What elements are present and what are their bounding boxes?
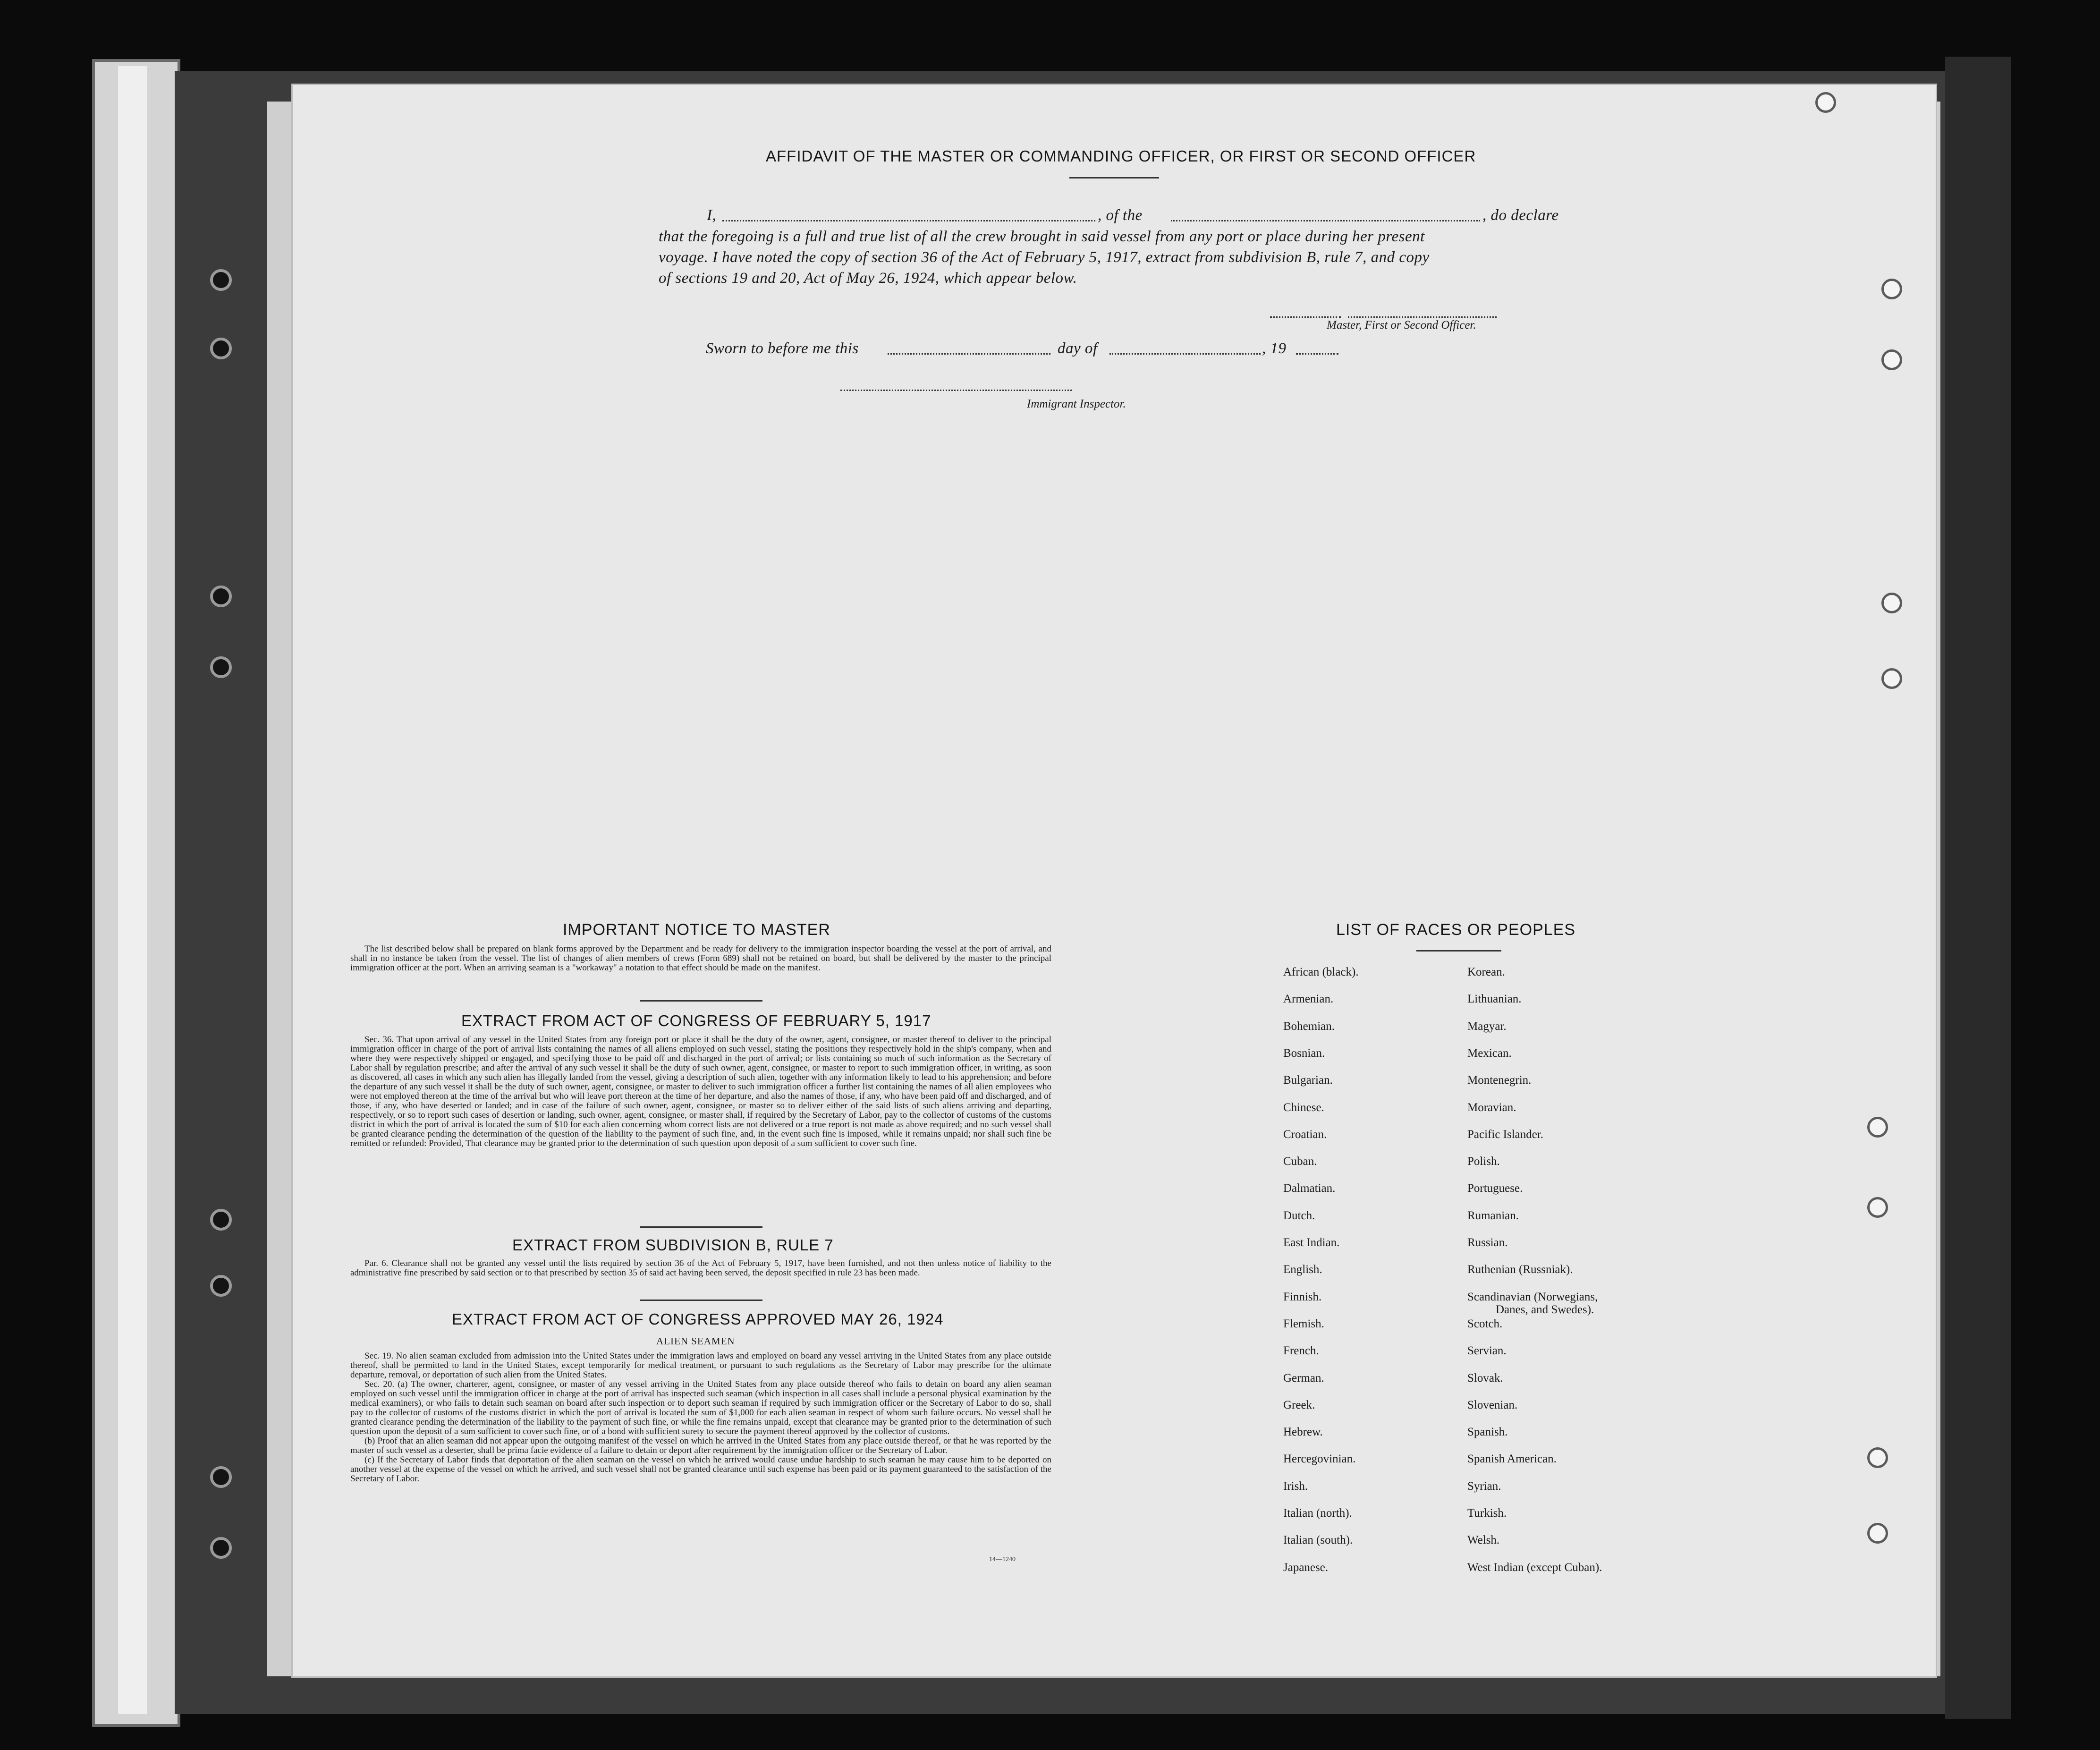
sworn-day-of: day of bbox=[1058, 340, 1098, 357]
rule-7-rule bbox=[640, 1300, 762, 1301]
affidavit-i: I, bbox=[707, 207, 717, 224]
race-item: Dalmatian. bbox=[1283, 1182, 1336, 1195]
race-item: Greek. bbox=[1283, 1399, 1315, 1411]
notice-rule bbox=[640, 1000, 762, 1002]
binder-hole bbox=[210, 1466, 232, 1488]
sec-20c-paragraph: (c) If the Secretary of Labor finds that deportation of the alien seaman on the vessel on which he arrived would cause undue hardship to such seaman he may cause him to be deported on another vessel at the expense of the vessel on which he arrived, and such vessel shall not be granted clearance until such expense has been paid or its payment guaranteed to the satisfaction of the Secretary of Labor. bbox=[350, 1455, 1051, 1484]
race-item: Slovenian. bbox=[1467, 1399, 1518, 1411]
binder-hole bbox=[210, 1209, 232, 1231]
affidavit-line-2: that the foregoing is a full and true list of all the crew brought in said vessel from any port or place during her present bbox=[659, 228, 1425, 245]
sec-36-paragraph: Sec. 36. That upon arrival of any vessel in the United States from any foreign port or place it shall be the duty of the owner, agent, consignee, or master thereof to deliver to the principal immigration officer in charge of the port of arrival lists containing the names of all aliens employed on such vessel, stating the positions they respectively hold in the ship's company, when and where they were respectively shipped or engaged, and specifying those to be paid off and discharged in the port of arrival; or lists containing so much of such information as the Secretary of Labor shall by regulation prescribe; and after the arrival of any such vessel it shall be the duty of such owner, agent, consignee, or master to report to such immigration officer, in writing, as soon as discovered, all cases in which any such alien has illegally landed from the vessel, giving a description of such alien, together with any information likely to lead to his apprehension; and before the departure of any such vessel it shall be the duty of such owner, agent, consignee, or master to deliver to such immigration officer a further list containing the names of all alien employees who were not employed thereon at the time of the arrival but who will leave port thereon at the time of her departure, and also the names of those, if any, who have been paid off and discharged, and of those, if any, who have deserted or landed; and in case of the failure of such owner, agent, consignee, or master so to deliver either of the said lists of such aliens arriving and departing, respectively, or so to report such cases of desertion or landing, such owner, agent, consignee, or master shall, if required by the Secretary of Labor, pay to the collector of customs of the customs district in which the port of arrival is located the sum of $10 for each alien concerning whom correct lists are not delivered or a true report is not made as above required; and no such vessel shall be granted clearance pending the determination of the question of the liability to the payment of such fine, and, in the event such fine is imposed, while it remains unpaid; nor shall such fine be remitted or refunded: Provided, That clearance may be granted prior to the determination of such question upon deposit of a sum sufficient to cover such fine. bbox=[350, 1035, 1051, 1148]
race-item: Welsh. bbox=[1467, 1534, 1500, 1546]
punch-ring bbox=[1881, 593, 1902, 613]
binder-strip bbox=[118, 66, 147, 1714]
race-item: Flemish. bbox=[1283, 1317, 1324, 1330]
race-item: Hebrew. bbox=[1283, 1426, 1323, 1438]
race-item: Hercegovinian. bbox=[1283, 1453, 1356, 1465]
race-item: Chinese. bbox=[1283, 1101, 1324, 1114]
sec-20b-paragraph: (b) Proof that an alien seaman did not appear upon the outgoing manifest of the vessel on which he arrived in the United States from any place outside thereof, or that he was reported by the master of such vessel as a deserter, shall be prima facie evidence of a failure to detain or deport after requirement by the immigration officer or the Secretary of Labor. bbox=[350, 1436, 1051, 1455]
signature-label: Master, First or Second Officer. bbox=[1327, 319, 1476, 331]
sworn-month-blank[interactable] bbox=[1109, 353, 1261, 355]
race-item: Japanese. bbox=[1283, 1561, 1329, 1574]
extract-1917-rule bbox=[640, 1226, 762, 1228]
race-item: Polish. bbox=[1467, 1155, 1500, 1168]
race-item: Ruthenian (Russniak). bbox=[1467, 1263, 1573, 1276]
race-item-continuation: Danes, and Swedes). bbox=[1496, 1303, 1594, 1316]
race-item: Syrian. bbox=[1467, 1480, 1501, 1493]
binder-hole bbox=[210, 1537, 232, 1559]
notice-title: IMPORTANT NOTICE TO MASTER bbox=[563, 921, 830, 939]
race-item: Montenegrin. bbox=[1467, 1074, 1532, 1087]
punch-ring bbox=[1867, 1117, 1888, 1138]
affidavit-title: AFFIDAVIT OF THE MASTER OR COMMANDING OFFICER, OR FIRST OR SECOND OFFICER bbox=[766, 147, 1476, 165]
race-item: Korean. bbox=[1467, 966, 1505, 978]
race-item: East Indian. bbox=[1283, 1236, 1340, 1249]
race-item: Bohemian. bbox=[1283, 1020, 1335, 1033]
binder-hole bbox=[210, 269, 232, 291]
race-item: Slovak. bbox=[1467, 1372, 1503, 1385]
rule-7-title: EXTRACT FROM SUBDIVISION B, RULE 7 bbox=[512, 1236, 834, 1254]
sworn-day-blank[interactable] bbox=[888, 353, 1050, 355]
race-item: Mexican. bbox=[1467, 1047, 1512, 1060]
race-item: Moravian. bbox=[1467, 1101, 1516, 1114]
race-item: Rumanian. bbox=[1467, 1209, 1519, 1222]
race-item: Spanish American. bbox=[1467, 1453, 1557, 1465]
affidavit-of-the: , of the bbox=[1098, 207, 1143, 224]
alien-seamen-subtitle: ALIEN SEAMEN bbox=[656, 1335, 735, 1347]
race-item: Italian (south). bbox=[1283, 1534, 1353, 1546]
inspector-blank[interactable] bbox=[840, 390, 1072, 391]
punch-ring bbox=[1867, 1523, 1888, 1544]
punch-ring bbox=[1881, 279, 1902, 299]
binder-hole bbox=[210, 338, 232, 359]
race-item: Armenian. bbox=[1283, 993, 1334, 1005]
race-item: Cuban. bbox=[1283, 1155, 1317, 1168]
punch-ring bbox=[1815, 92, 1836, 113]
race-item: Scotch. bbox=[1467, 1317, 1503, 1330]
name-blank[interactable] bbox=[722, 220, 1095, 221]
races-title: LIST OF RACES OR PEOPLES bbox=[1336, 921, 1576, 939]
signature-blank[interactable] bbox=[1270, 316, 1341, 318]
sec-19-paragraph: Sec. 19. No alien seaman excluded from admission into the United States under the immigration laws and employed on board any vessel arriving in the United States from any place outside thereof, shall be permitted to land in the United States, except temporarily for medical treatment, or pursuant to such regulations as the Secretary of Labor may prescribe for the ultimate departure, removal, or deportation of such alien from the United States. bbox=[350, 1351, 1051, 1380]
sworn-year-blank[interactable] bbox=[1296, 353, 1338, 355]
race-item: Dutch. bbox=[1283, 1209, 1315, 1222]
extract-1924-title: EXTRACT FROM ACT OF CONGRESS APPROVED MAY 26, 1924 bbox=[452, 1310, 944, 1328]
rule-7-text bbox=[350, 1259, 1051, 1278]
race-item: Portuguese. bbox=[1467, 1182, 1523, 1195]
notice-paragraph: The list described below shall be prepared on blank forms approved by the Department and be ready for delivery to the immigration inspector boarding the vessel at the port of arrival, and shall in no instance be taken from the vessel. The list of changes of alien members of crews (Form 689) shall not be retained on board, but shall be delivered by the master to the principal immigration officer at the port. When an arriving seaman is a "workaway" a notation to that effect should be made on the manifest. bbox=[350, 944, 1051, 973]
race-item: Pacific Islander. bbox=[1467, 1128, 1544, 1141]
par-6-paragraph: Par. 6. Clearance shall not be granted any vessel until the lists required by section 36 of the Act of February 5, 1917, have been furnished, and not then unless notice of liability to the administrative fine prescribed by said section or to that prescribed by section 35 of said act having been served, the deposit specified in rule 23 has been made. bbox=[350, 1258, 1051, 1278]
signature-blank-2[interactable] bbox=[1348, 316, 1497, 318]
form-number: 14—1240 bbox=[989, 1556, 1016, 1563]
punch-ring bbox=[1881, 668, 1902, 689]
race-item: Turkish. bbox=[1467, 1507, 1507, 1520]
binder-hole bbox=[210, 586, 232, 607]
race-item: Scandinavian (Norwegians, bbox=[1467, 1291, 1598, 1303]
races-title-rule bbox=[1416, 950, 1501, 951]
race-item: Bulgarian. bbox=[1283, 1074, 1333, 1087]
race-item: Bosnian. bbox=[1283, 1047, 1325, 1060]
race-item: Irish. bbox=[1283, 1480, 1308, 1493]
affidavit-line-4: of sections 19 and 20, Act of May 26, 1924, which appear below. bbox=[659, 270, 1077, 287]
race-item: Russian. bbox=[1467, 1236, 1508, 1249]
sworn-year: , 19 bbox=[1262, 340, 1287, 357]
race-item: West Indian (except Cuban). bbox=[1467, 1561, 1602, 1574]
binder-hole bbox=[210, 656, 232, 678]
notice-text bbox=[350, 944, 1051, 973]
race-item: English. bbox=[1283, 1263, 1322, 1276]
scanner-tray-right bbox=[1945, 57, 2011, 1719]
race-item: Spanish. bbox=[1467, 1426, 1508, 1438]
vessel-blank[interactable] bbox=[1171, 220, 1480, 221]
sworn-prefix: Sworn to before me this bbox=[706, 340, 859, 357]
affidavit-do-declare: , do declare bbox=[1482, 207, 1559, 224]
inspector-label: Immigrant Inspector. bbox=[1027, 398, 1126, 410]
extract-1924-text bbox=[350, 1351, 1051, 1484]
race-item: French. bbox=[1283, 1344, 1319, 1357]
punch-ring bbox=[1867, 1197, 1888, 1218]
punch-ring bbox=[1867, 1447, 1888, 1468]
binder-hole bbox=[210, 1275, 232, 1297]
race-item: Servian. bbox=[1467, 1344, 1507, 1357]
race-item: Italian (north). bbox=[1283, 1507, 1352, 1520]
sec-20a-paragraph: Sec. 20. (a) The owner, charterer, agent, consignee, or master of any vessel arriving in the United States from any place outside thereof who fails to detain on board any alien seaman employed on such vessel until the immigration officer in charge at the port of arrival has inspected such seaman (which inspection in all cases shall include a personal physical examination by the medical examiners), or who fails to detain such seaman on board after such inspection or to deport such seaman if required by such immigration officer or the Secretary of Labor to do so, shall pay to the collector of customs of the customs district in which the port of arrival is located the sum of $1,000 for each alien seaman in respect of whom such failure occurs. No vessel shall be granted clearance pending the determination of the liability to the payment of such fine, or while the fine remains unpaid, except that clearance may be granted prior to the determination of such question upon the deposit of a sum sufficient to cover such fine, or of a bond with sufficient surety to secure the payment thereof approved by the collector of customs. bbox=[350, 1379, 1051, 1436]
race-item: African (black). bbox=[1283, 966, 1359, 978]
race-item: Lithuanian. bbox=[1467, 993, 1522, 1005]
punch-ring bbox=[1881, 349, 1902, 370]
extract-1917-text bbox=[350, 1035, 1051, 1148]
race-item: German. bbox=[1283, 1372, 1324, 1385]
race-item: Croatian. bbox=[1283, 1128, 1327, 1141]
affidavit-line-3: voyage. I have noted the copy of section 36 of the Act of February 5, 1917, extract from subdivision B, rule 7, and copy bbox=[659, 249, 1430, 266]
race-item: Magyar. bbox=[1467, 1020, 1507, 1033]
race-item: Finnish. bbox=[1283, 1291, 1322, 1303]
extract-1917-title: EXTRACT FROM ACT OF CONGRESS OF FEBRUARY 5, 1917 bbox=[461, 1012, 931, 1029]
affidavit-title-rule bbox=[1069, 177, 1159, 178]
